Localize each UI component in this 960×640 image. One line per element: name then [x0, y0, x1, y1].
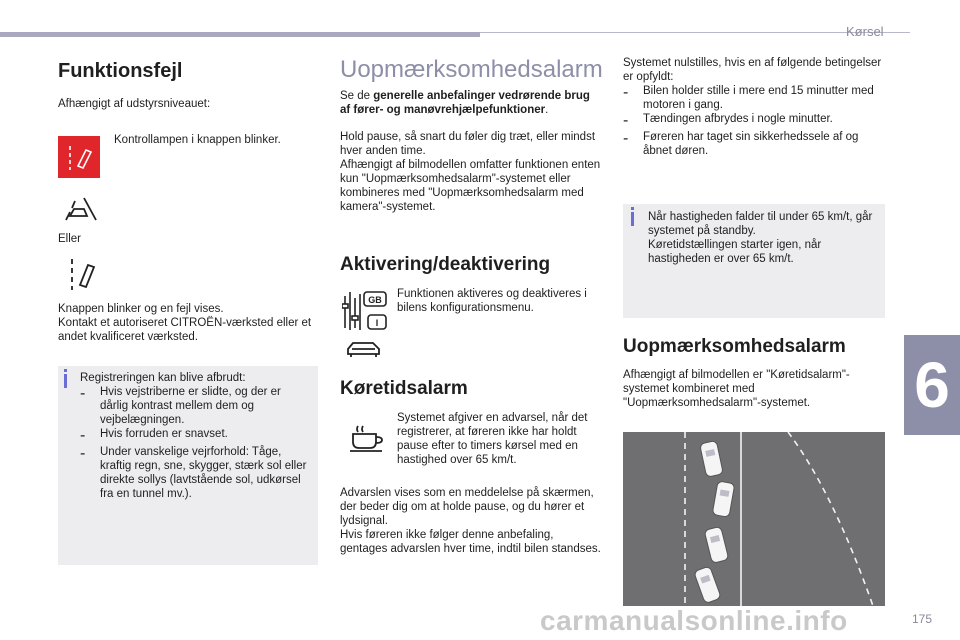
- watermark: carmanualsonline.info: [540, 605, 848, 636]
- reset-lead: Systemet nulstilles, hvis en af følgende betingelser er opfyldt:: [623, 57, 882, 83]
- coffee-cup-icon: [348, 424, 388, 452]
- warning-p1: Advarslen vises som en meddelelse på skærmen, der beder dig om at holde pause, og du hører et lydsignal.: [340, 487, 594, 527]
- illustration-lane-drift: [623, 432, 885, 606]
- lane-car-icon: [68, 257, 98, 291]
- drive-time-text: Systemet afgiver en advarsel, når det registrerer, at føreren ikke har holdt pause efter to timers kørsel med en hastighed over 65 km/t.: [397, 412, 588, 466]
- list-item: - Under vanskelige vejrforhold: Tåge, kraftig regn, sne, skygger, stærk sol eller direkte sollys (lavtstående sol, udkørsel fra en tunnel mv.).: [80, 445, 307, 500]
- i-label: I: [375, 318, 379, 328]
- gb-label: GB: [368, 295, 382, 305]
- or-text: Eller: [58, 233, 82, 245]
- config-menu-icon: [342, 290, 390, 332]
- list-item: - Hvis forruden er snavset.: [80, 427, 228, 444]
- reset-list: [623, 84, 885, 158]
- col1-title: Funktionsfejl: [58, 60, 183, 82]
- info-icon: [631, 207, 634, 210]
- blink-text-2: Kontakt et autoriseret CITROËN-værksted eller et andet kvalificeret værksted.: [58, 317, 312, 343]
- list-item: - Føreren har taget sin sikkerhedssele af og åbnet døren.: [623, 130, 859, 157]
- see-recommendations: Se de generelle anbefalinger vedrørende brug af fører- og manøvrehjælpefunktioner.: [340, 90, 590, 116]
- lamp-text: Kontrollampen i knappen blinker.: [114, 134, 281, 146]
- blink-text-1: Knappen blinker og en fejl vises.: [58, 303, 224, 315]
- lane-icon: [62, 196, 98, 222]
- info-icon-bar: [631, 212, 634, 226]
- list-item: - Tændingen afbrydes i nogle minutter.: [623, 112, 833, 129]
- list-item: - Bilen holder stille i mere end 15 minutter med motoren i gang.: [623, 84, 874, 111]
- warning-p2: Hvis føreren ikke følger denne anbefaling, gentages advarslen hver time, indtil bilen standses.: [340, 529, 601, 555]
- drive-time-title: Køretidsalarm: [340, 378, 468, 399]
- standby-text-1: Når hastigheden falder til under 65 km/t, går systemet på standby.: [648, 211, 873, 237]
- lamp-red-icon: [58, 136, 100, 178]
- header-bar: [0, 32, 480, 37]
- info-icon: [64, 369, 67, 372]
- page-number: 175: [912, 612, 933, 626]
- standby-text-2: Køretidstællingen starter igen, når hastigheden er over 65 km/t.: [648, 239, 822, 265]
- section-label: Kørsel: [846, 24, 884, 39]
- col2-title: Uopmærksomhedsalarm: [340, 56, 603, 83]
- col3-title: Uopmærksomhedsalarm: [623, 336, 846, 357]
- col3-text: Afhængigt af bilmodellen er "Køretidsalarm"-systemet kombineret med "Uopmærksomhedsalarm"-systemet.: [623, 369, 850, 409]
- chapter-number: 6: [914, 349, 950, 421]
- info-icon-bar: [64, 374, 67, 388]
- activation-title: Aktivering/deaktivering: [340, 254, 551, 275]
- list-item: - Hvis vejstriberne er slidte, og der er dårlig kontrast mellem dem og vejbelægningen.: [80, 385, 281, 426]
- info-lead: Registreringen kan blive afbrudt:: [80, 372, 246, 384]
- info-box-standby: [623, 204, 885, 318]
- car-icon: [346, 340, 382, 358]
- col2-p1: Hold pause, så snart du føler dig træt, eller mindst hver anden time.: [340, 131, 596, 157]
- activation-text: Funktionen aktiveres og deaktiveres i bilens konfigurationsmenu.: [397, 288, 587, 314]
- col1-intro: Afhængigt af udstyrsniveauet:: [58, 98, 211, 110]
- info-box-interruption: [58, 366, 318, 565]
- col2-p2: Afhængigt af bilmodellen omfatter funktionen enten kun "Uopmærksomhedsalarm"-systemet eller kombineres med "Uopmærksomhedsalarm med kamera"-systemet.: [340, 159, 601, 213]
